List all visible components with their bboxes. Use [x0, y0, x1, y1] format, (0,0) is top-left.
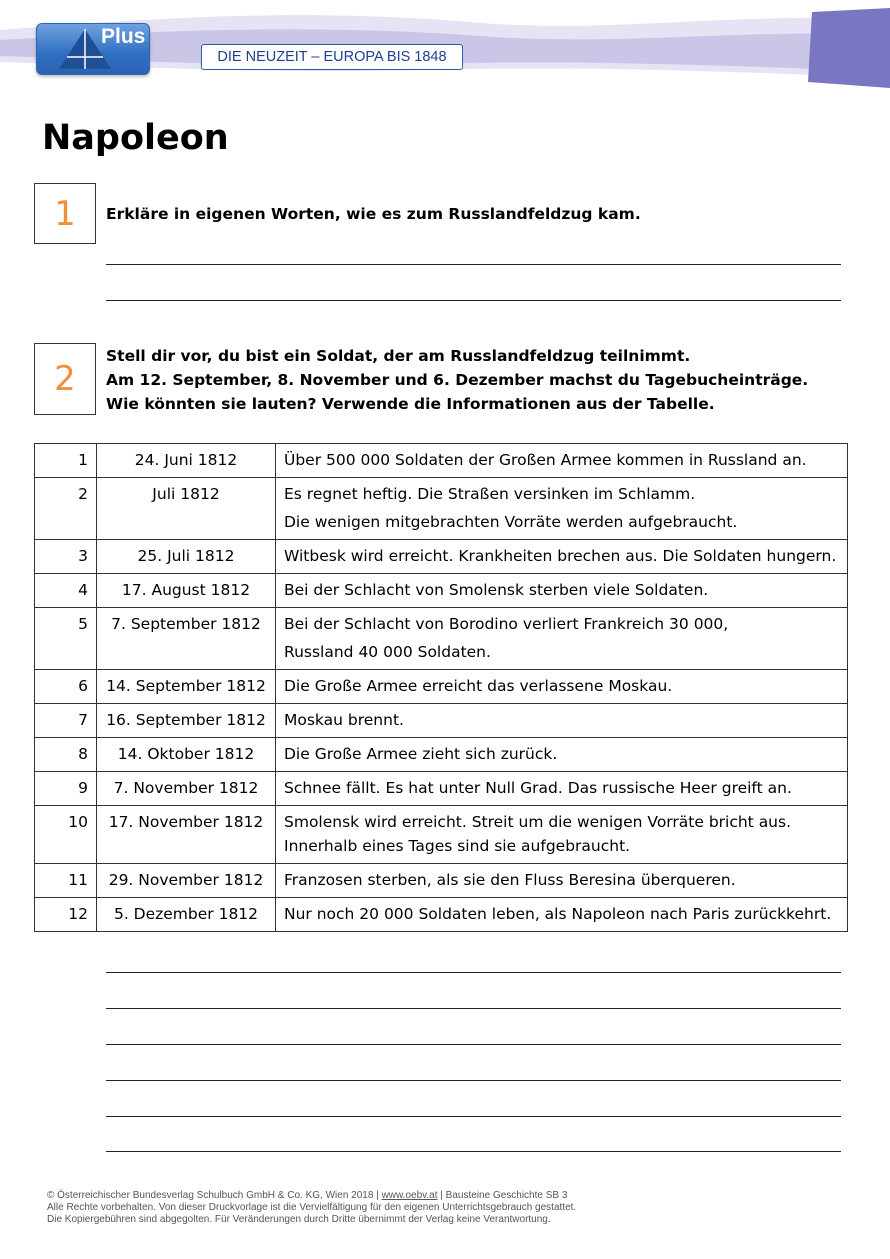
row-date: 5. Dezember 1812 [97, 898, 276, 932]
copyright-footer [47, 1190, 576, 1226]
footer-book: | Bausteine Geschichte SB 3 [437, 1190, 568, 1201]
row-date: 24. Juni 1812 [97, 444, 276, 478]
task-number-2: 2 [34, 343, 96, 415]
event-line: Es regnet heftig. Die Straßen versinken im Schlamm. [284, 485, 696, 503]
row-event [276, 898, 848, 932]
timeline-table [34, 443, 848, 932]
row-date: 16. September 1812 [97, 704, 276, 738]
row-event [276, 864, 848, 898]
event-line: Nur noch 20 000 Soldaten leben, als Napoleon nach Paris zurückkehrt. [284, 905, 832, 923]
answer-line[interactable] [106, 300, 841, 301]
answer-line[interactable] [106, 1008, 841, 1009]
row-number: 12 [35, 898, 97, 932]
event-line: Witbesk wird erreicht. Krankheiten brechen aus. Die Soldaten hungern. [284, 547, 837, 565]
row-event [276, 608, 848, 670]
event-line: Über 500 000 Soldaten der Großen Armee kommen in Russland an. [284, 451, 807, 469]
answer-line[interactable] [106, 1080, 841, 1081]
answer-line[interactable] [106, 1151, 841, 1152]
row-event [276, 704, 848, 738]
task-number-1: 1 [34, 183, 96, 244]
event-line: Moskau brennt. [284, 711, 404, 729]
row-date: Juli 1812 [97, 478, 276, 540]
row-event [276, 772, 848, 806]
row-event [276, 540, 848, 574]
event-line: Die Große Armee erreicht das verlassene Moskau. [284, 677, 673, 695]
row-number: 9 [35, 772, 97, 806]
row-number: 4 [35, 574, 97, 608]
task2-instruction [106, 344, 808, 416]
row-date: 7. September 1812 [97, 608, 276, 670]
table-row [35, 898, 848, 932]
row-number: 11 [35, 864, 97, 898]
publisher-link[interactable]: www.oebv.at [381, 1190, 438, 1201]
table-row [35, 608, 848, 670]
table-row [35, 806, 848, 864]
event-line: Die Große Armee zieht sich zurück. [284, 745, 558, 763]
row-date: 17. August 1812 [97, 574, 276, 608]
footer-line: Die Kopiergebühren sind abgegolten. Für Veränderungen durch Dritte übernimmt der Verlag keine Verantwortung. [47, 1214, 551, 1225]
row-date: 29. November 1812 [97, 864, 276, 898]
event-line: Bei der Schlacht von Smolensk sterben viele Soldaten. [284, 581, 709, 599]
row-date: 7. November 1812 [97, 772, 276, 806]
row-number: 10 [35, 806, 97, 864]
event-line: Russland 40 000 Soldaten. [284, 643, 491, 661]
task2-instruction-line: Stell dir vor, du bist ein Soldat, der am Russlandfeldzug teilnimmt. [106, 347, 691, 365]
event-line: Schnee fällt. Es hat unter Null Grad. Das russische Heer greift an. [284, 779, 792, 797]
chapter-label: DIE NEUZEIT – EUROPA BIS 1848 [201, 44, 463, 70]
row-number: 7 [35, 704, 97, 738]
row-event [276, 444, 848, 478]
header-banner [0, 0, 890, 95]
row-date: 17. November 1812 [97, 806, 276, 864]
table-row [35, 670, 848, 704]
answer-line[interactable] [106, 1044, 841, 1045]
task2-instruction-line: Am 12. September, 8. November und 6. Dezember machst du Tagebucheinträge. [106, 371, 809, 389]
table-row [35, 704, 848, 738]
row-number: 1 [35, 444, 97, 478]
logo-text: Plus [101, 25, 146, 48]
row-event [276, 738, 848, 772]
table-row [35, 574, 848, 608]
row-number: 3 [35, 540, 97, 574]
table-row [35, 444, 848, 478]
table-row [35, 478, 848, 540]
row-date: 14. September 1812 [97, 670, 276, 704]
row-event [276, 670, 848, 704]
row-date: 14. Oktober 1812 [97, 738, 276, 772]
task2-instruction-line: Wie könnten sie lauten? Verwende die Informationen aus der Tabelle. [106, 395, 715, 413]
row-number: 8 [35, 738, 97, 772]
table-row [35, 772, 848, 806]
page-title: Napoleon [42, 118, 229, 158]
event-line: Innerhalb eines Tages sind sie aufgebraucht. [284, 837, 631, 855]
footer-line: Alle Rechte vorbehalten. Von dieser Druckvorlage ist die Vervielfältigung für den eigenen Unterrichtsgebrauch gestattet. [47, 1202, 577, 1213]
answer-line[interactable] [106, 264, 841, 265]
row-date: 25. Juli 1812 [97, 540, 276, 574]
event-line: Bei der Schlacht von Borodino verliert Frankreich 30 000, [284, 615, 729, 633]
row-number: 5 [35, 608, 97, 670]
task1-instruction: Erkläre in eigenen Worten, wie es zum Russlandfeldzug kam. [106, 205, 641, 223]
table-row [35, 864, 848, 898]
row-event [276, 574, 848, 608]
row-number: 2 [35, 478, 97, 540]
answer-line[interactable] [106, 972, 841, 973]
table-row [35, 738, 848, 772]
footer-publisher: © Österreichischer Bundesverlag Schulbuch GmbH & Co. KG, Wien 2018 | [47, 1190, 382, 1201]
table-row [35, 540, 848, 574]
plus-logo [36, 23, 150, 75]
row-number: 6 [35, 670, 97, 704]
row-event [276, 806, 848, 864]
event-line: Smolensk wird erreicht. Streit um die wenigen Vorräte bricht aus. [284, 813, 792, 831]
event-line: Franzosen sterben, als sie den Fluss Beresina überqueren. [284, 871, 736, 889]
footer-line [47, 1190, 576, 1202]
row-event [276, 478, 848, 540]
event-line: Die wenigen mitgebrachten Vorräte werden aufgebraucht. [284, 513, 738, 531]
answer-line[interactable] [106, 1116, 841, 1117]
